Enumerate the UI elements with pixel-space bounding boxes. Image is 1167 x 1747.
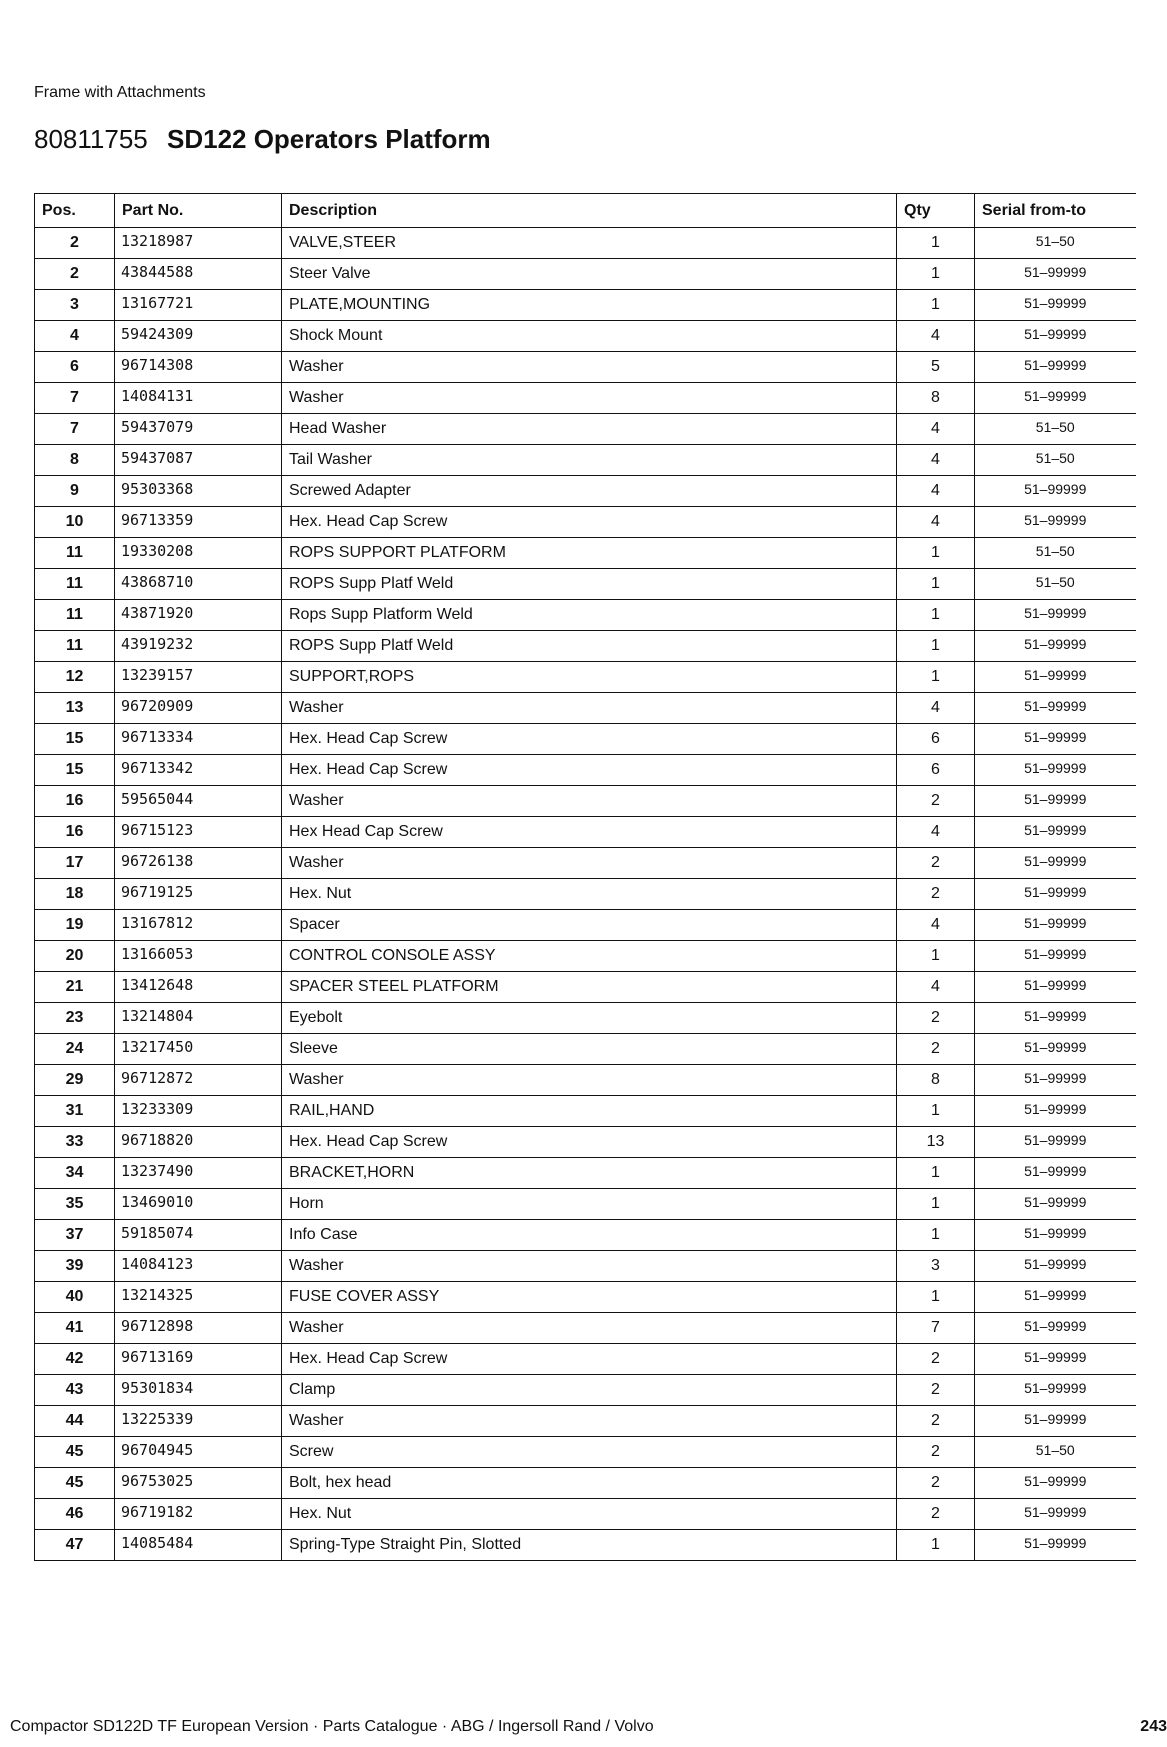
cell-pos: 16	[35, 817, 115, 848]
cell-serial: 51–99999	[975, 383, 1136, 414]
cell-serial: 51–99999	[975, 1003, 1136, 1034]
cell-part-no: 96753025	[115, 1468, 282, 1499]
cell-qty: 4	[897, 693, 975, 724]
parts-table-body	[35, 228, 1136, 1561]
cell-part-no: 59185074	[115, 1220, 282, 1251]
cell-pos: 35	[35, 1189, 115, 1220]
cell-pos: 29	[35, 1065, 115, 1096]
table-row	[35, 879, 1136, 910]
cell-serial: 51–99999	[975, 662, 1136, 693]
cell-serial: 51–99999	[975, 352, 1136, 383]
cell-serial: 51–99999	[975, 476, 1136, 507]
cell-serial: 51–50	[975, 569, 1136, 600]
cell-pos: 45	[35, 1437, 115, 1468]
cell-qty: 4	[897, 321, 975, 352]
header-serial: Serial from-to	[975, 194, 1136, 228]
cell-qty: 1	[897, 1189, 975, 1220]
cell-pos: 2	[35, 228, 115, 259]
cell-pos: 31	[35, 1096, 115, 1127]
cell-pos: 7	[35, 414, 115, 445]
cell-part-no: 96714308	[115, 352, 282, 383]
cell-description: Washer	[282, 693, 897, 724]
cell-part-no: 14085484	[115, 1530, 282, 1561]
cell-description: Spring-Type Straight Pin, Slotted	[282, 1530, 897, 1561]
cell-pos: 47	[35, 1530, 115, 1561]
table-header-row	[35, 194, 1136, 228]
cell-qty: 2	[897, 1499, 975, 1530]
cell-qty: 5	[897, 352, 975, 383]
cell-description: RAIL,HAND	[282, 1096, 897, 1127]
cell-pos: 41	[35, 1313, 115, 1344]
cell-part-no: 13412648	[115, 972, 282, 1003]
cell-description: SPACER STEEL PLATFORM	[282, 972, 897, 1003]
cell-description: Info Case	[282, 1220, 897, 1251]
cell-description: Washer	[282, 1065, 897, 1096]
cell-serial: 51–99999	[975, 941, 1136, 972]
cell-pos: 42	[35, 1344, 115, 1375]
cell-serial: 51–99999	[975, 1158, 1136, 1189]
table-row	[35, 476, 1136, 507]
cell-qty: 1	[897, 1158, 975, 1189]
cell-pos: 11	[35, 569, 115, 600]
table-row	[35, 1096, 1136, 1127]
table-row	[35, 910, 1136, 941]
table-row	[35, 600, 1136, 631]
cell-pos: 46	[35, 1499, 115, 1530]
cell-part-no: 13469010	[115, 1189, 282, 1220]
page-title	[34, 124, 491, 155]
table-row	[35, 1003, 1136, 1034]
cell-qty: 4	[897, 817, 975, 848]
cell-serial: 51–99999	[975, 755, 1136, 786]
table-row	[35, 445, 1136, 476]
table-row	[35, 1127, 1136, 1158]
cell-pos: 9	[35, 476, 115, 507]
cell-part-no: 13167812	[115, 910, 282, 941]
table-row	[35, 228, 1136, 259]
cell-serial: 51–99999	[975, 259, 1136, 290]
table-row	[35, 414, 1136, 445]
cell-pos: 39	[35, 1251, 115, 1282]
cell-part-no: 96715123	[115, 817, 282, 848]
cell-pos: 21	[35, 972, 115, 1003]
page-number: 243	[1140, 1718, 1167, 1735]
cell-serial: 51–50	[975, 538, 1136, 569]
table-row	[35, 817, 1136, 848]
cell-serial: 51–99999	[975, 817, 1136, 848]
cell-description: VALVE,STEER	[282, 228, 897, 259]
cell-pos: 4	[35, 321, 115, 352]
table-row	[35, 383, 1136, 414]
cell-serial: 51–99999	[975, 879, 1136, 910]
cell-pos: 11	[35, 631, 115, 662]
cell-part-no: 96712872	[115, 1065, 282, 1096]
header-description: Description	[282, 194, 897, 228]
cell-qty: 4	[897, 972, 975, 1003]
cell-serial: 51–99999	[975, 1096, 1136, 1127]
cell-part-no: 96713359	[115, 507, 282, 538]
cell-qty: 1	[897, 1282, 975, 1313]
cell-part-no: 96713334	[115, 724, 282, 755]
cell-serial: 51–99999	[975, 631, 1136, 662]
table-row	[35, 724, 1136, 755]
cell-description: Washer	[282, 1251, 897, 1282]
cell-serial: 51–99999	[975, 1499, 1136, 1530]
cell-pos: 15	[35, 724, 115, 755]
header-part-no: Part No.	[115, 194, 282, 228]
cell-qty: 1	[897, 662, 975, 693]
table-row	[35, 507, 1136, 538]
cell-serial: 51–99999	[975, 848, 1136, 879]
cell-part-no: 13237490	[115, 1158, 282, 1189]
cell-description: Hex. Nut	[282, 1499, 897, 1530]
cell-part-no: 13225339	[115, 1406, 282, 1437]
table-row	[35, 1499, 1136, 1530]
cell-description: Hex. Nut	[282, 879, 897, 910]
cell-part-no: 96719182	[115, 1499, 282, 1530]
table-row	[35, 1220, 1136, 1251]
parts-table	[34, 193, 1136, 1561]
cell-part-no: 96704945	[115, 1437, 282, 1468]
cell-description: Horn	[282, 1189, 897, 1220]
cell-qty: 1	[897, 1530, 975, 1561]
cell-part-no: 43868710	[115, 569, 282, 600]
cell-description: Clamp	[282, 1375, 897, 1406]
cell-serial: 51–99999	[975, 1220, 1136, 1251]
table-row	[35, 290, 1136, 321]
cell-qty: 1	[897, 631, 975, 662]
cell-pos: 24	[35, 1034, 115, 1065]
cell-part-no: 13233309	[115, 1096, 282, 1127]
cell-serial: 51–99999	[975, 507, 1136, 538]
cell-qty: 2	[897, 786, 975, 817]
table-row	[35, 1406, 1136, 1437]
cell-serial: 51–99999	[975, 1127, 1136, 1158]
cell-part-no: 95301834	[115, 1375, 282, 1406]
cell-pos: 12	[35, 662, 115, 693]
section-label: Frame with Attachments	[34, 84, 206, 101]
cell-description: Bolt, hex head	[282, 1468, 897, 1499]
cell-pos: 23	[35, 1003, 115, 1034]
cell-description: ROPS SUPPORT PLATFORM	[282, 538, 897, 569]
table-row	[35, 972, 1136, 1003]
cell-description: Washer	[282, 848, 897, 879]
cell-description: Spacer	[282, 910, 897, 941]
footer-text: Compactor SD122D TF European Version · Parts Catalogue · ABG / Ingersoll Rand / Volvo	[10, 1718, 654, 1735]
cell-serial: 51–99999	[975, 1344, 1136, 1375]
cell-part-no: 43919232	[115, 631, 282, 662]
cell-pos: 6	[35, 352, 115, 383]
cell-description: FUSE COVER ASSY	[282, 1282, 897, 1313]
cell-part-no: 13214325	[115, 1282, 282, 1313]
cell-qty: 6	[897, 755, 975, 786]
cell-part-no: 59437087	[115, 445, 282, 476]
cell-serial: 51–99999	[975, 321, 1136, 352]
cell-pos: 45	[35, 1468, 115, 1499]
cell-description: Hex Head Cap Screw	[282, 817, 897, 848]
table-row	[35, 1034, 1136, 1065]
cell-description: Hex. Head Cap Screw	[282, 1344, 897, 1375]
cell-serial: 51–50	[975, 414, 1136, 445]
table-row	[35, 1437, 1136, 1468]
table-row	[35, 1530, 1136, 1561]
table-row	[35, 1468, 1136, 1499]
cell-pos: 13	[35, 693, 115, 724]
cell-qty: 7	[897, 1313, 975, 1344]
cell-qty: 2	[897, 1344, 975, 1375]
table-row	[35, 1189, 1136, 1220]
cell-description: Sleeve	[282, 1034, 897, 1065]
cell-pos: 10	[35, 507, 115, 538]
table-row	[35, 1282, 1136, 1313]
cell-description: Steer Valve	[282, 259, 897, 290]
cell-part-no: 96726138	[115, 848, 282, 879]
cell-part-no: 13166053	[115, 941, 282, 972]
header-pos: Pos.	[35, 194, 115, 228]
cell-serial: 51–99999	[975, 1313, 1136, 1344]
cell-qty: 4	[897, 414, 975, 445]
cell-pos: 8	[35, 445, 115, 476]
cell-serial: 51–50	[975, 228, 1136, 259]
cell-pos: 2	[35, 259, 115, 290]
cell-pos: 19	[35, 910, 115, 941]
cell-qty: 2	[897, 1003, 975, 1034]
cell-description: Washer	[282, 1313, 897, 1344]
cell-serial: 51–99999	[975, 1406, 1136, 1437]
cell-description: Washer	[282, 383, 897, 414]
cell-description: Screwed Adapter	[282, 476, 897, 507]
table-row	[35, 569, 1136, 600]
cell-qty: 6	[897, 724, 975, 755]
cell-qty: 4	[897, 910, 975, 941]
cell-part-no: 43844588	[115, 259, 282, 290]
cell-description: SUPPORT,ROPS	[282, 662, 897, 693]
header-qty: Qty	[897, 194, 975, 228]
cell-pos: 44	[35, 1406, 115, 1437]
cell-description: PLATE,MOUNTING	[282, 290, 897, 321]
cell-part-no: 14084131	[115, 383, 282, 414]
cell-part-no: 13218987	[115, 228, 282, 259]
cell-part-no: 13217450	[115, 1034, 282, 1065]
cell-serial: 51–99999	[975, 1251, 1136, 1282]
table-row	[35, 352, 1136, 383]
table-row	[35, 848, 1136, 879]
table-row	[35, 631, 1136, 662]
cell-qty: 2	[897, 1034, 975, 1065]
table-row	[35, 693, 1136, 724]
cell-qty: 13	[897, 1127, 975, 1158]
cell-description: Washer	[282, 786, 897, 817]
cell-description: CONTROL CONSOLE ASSY	[282, 941, 897, 972]
cell-qty: 1	[897, 600, 975, 631]
cell-part-no: 43871920	[115, 600, 282, 631]
cell-pos: 18	[35, 879, 115, 910]
table-row	[35, 1251, 1136, 1282]
cell-qty: 1	[897, 538, 975, 569]
cell-qty: 1	[897, 941, 975, 972]
cell-pos: 34	[35, 1158, 115, 1189]
cell-serial: 51–99999	[975, 1282, 1136, 1313]
cell-part-no: 59565044	[115, 786, 282, 817]
table-row	[35, 321, 1136, 352]
cell-part-no: 95303368	[115, 476, 282, 507]
cell-description: Washer	[282, 352, 897, 383]
table-row	[35, 786, 1136, 817]
cell-part-no: 59424309	[115, 321, 282, 352]
cell-description: Screw	[282, 1437, 897, 1468]
cell-serial: 51–50	[975, 1437, 1136, 1468]
cell-qty: 1	[897, 259, 975, 290]
cell-qty: 4	[897, 507, 975, 538]
cell-part-no: 19330208	[115, 538, 282, 569]
table-row	[35, 755, 1136, 786]
cell-part-no: 13167721	[115, 290, 282, 321]
cell-qty: 1	[897, 1220, 975, 1251]
cell-pos: 16	[35, 786, 115, 817]
cell-qty: 8	[897, 1065, 975, 1096]
cell-part-no: 96713342	[115, 755, 282, 786]
cell-serial: 51–99999	[975, 1034, 1136, 1065]
cell-serial: 51–99999	[975, 1530, 1136, 1561]
cell-qty: 4	[897, 476, 975, 507]
cell-part-no: 13239157	[115, 662, 282, 693]
cell-serial: 51–99999	[975, 786, 1136, 817]
cell-part-no: 14084123	[115, 1251, 282, 1282]
cell-qty: 4	[897, 445, 975, 476]
cell-pos: 37	[35, 1220, 115, 1251]
table-row	[35, 941, 1136, 972]
cell-description: BRACKET,HORN	[282, 1158, 897, 1189]
cell-description: Washer	[282, 1406, 897, 1437]
cell-description: Tail Washer	[282, 445, 897, 476]
cell-qty: 1	[897, 228, 975, 259]
cell-pos: 17	[35, 848, 115, 879]
assembly-number: 80811755	[34, 124, 148, 154]
cell-description: ROPS Supp Platf Weld	[282, 569, 897, 600]
cell-serial: 51–99999	[975, 724, 1136, 755]
cell-serial: 51–99999	[975, 1375, 1136, 1406]
cell-qty: 2	[897, 1375, 975, 1406]
cell-description: ROPS Supp Platf Weld	[282, 631, 897, 662]
table-row	[35, 1065, 1136, 1096]
table-row	[35, 1375, 1136, 1406]
cell-pos: 7	[35, 383, 115, 414]
table-row	[35, 1344, 1136, 1375]
cell-serial: 51–99999	[975, 1065, 1136, 1096]
cell-serial: 51–99999	[975, 1189, 1136, 1220]
cell-description: Rops Supp Platform Weld	[282, 600, 897, 631]
cell-description: Hex. Head Cap Screw	[282, 507, 897, 538]
cell-description: Eyebolt	[282, 1003, 897, 1034]
cell-serial: 51–99999	[975, 600, 1136, 631]
cell-part-no: 96719125	[115, 879, 282, 910]
cell-qty: 1	[897, 1096, 975, 1127]
table-row	[35, 662, 1136, 693]
cell-qty: 3	[897, 1251, 975, 1282]
assembly-name: SD122 Operators Platform	[166, 124, 491, 154]
cell-description: Hex. Head Cap Screw	[282, 1127, 897, 1158]
table-row	[35, 259, 1136, 290]
table-row	[35, 538, 1136, 569]
cell-serial: 51–99999	[975, 693, 1136, 724]
cell-part-no: 59437079	[115, 414, 282, 445]
table-row	[35, 1313, 1136, 1344]
cell-part-no: 13214804	[115, 1003, 282, 1034]
cell-pos: 11	[35, 538, 115, 569]
cell-serial: 51–99999	[975, 1468, 1136, 1499]
cell-description: Hex. Head Cap Screw	[282, 755, 897, 786]
cell-pos: 15	[35, 755, 115, 786]
cell-part-no: 96712898	[115, 1313, 282, 1344]
cell-serial: 51–99999	[975, 910, 1136, 941]
cell-description: Head Washer	[282, 414, 897, 445]
table-row	[35, 1158, 1136, 1189]
cell-qty: 1	[897, 290, 975, 321]
cell-part-no: 96718820	[115, 1127, 282, 1158]
cell-serial: 51–50	[975, 445, 1136, 476]
cell-description: Hex. Head Cap Screw	[282, 724, 897, 755]
cell-qty: 8	[897, 383, 975, 414]
cell-pos: 33	[35, 1127, 115, 1158]
cell-qty: 2	[897, 1437, 975, 1468]
cell-qty: 2	[897, 879, 975, 910]
cell-pos: 11	[35, 600, 115, 631]
cell-qty: 2	[897, 848, 975, 879]
cell-serial: 51–99999	[975, 290, 1136, 321]
cell-description: Shock Mount	[282, 321, 897, 352]
cell-pos: 43	[35, 1375, 115, 1406]
cell-part-no: 96713169	[115, 1344, 282, 1375]
cell-qty: 2	[897, 1406, 975, 1437]
cell-pos: 40	[35, 1282, 115, 1313]
cell-qty: 2	[897, 1468, 975, 1499]
cell-pos: 3	[35, 290, 115, 321]
cell-qty: 1	[897, 569, 975, 600]
cell-part-no: 96720909	[115, 693, 282, 724]
cell-serial: 51–99999	[975, 972, 1136, 1003]
cell-pos: 20	[35, 941, 115, 972]
